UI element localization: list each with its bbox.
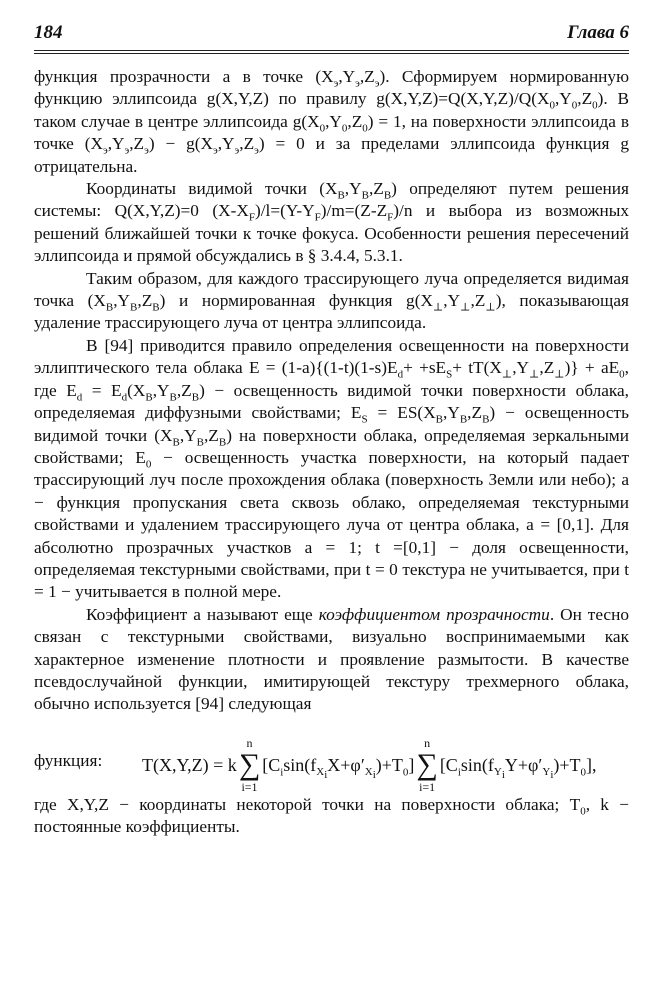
body-text <box>34 66 629 839</box>
formula-term-x: $[C_i\sin(f_{X_i}X+\varphi'_{X_i})+T_0]$ <box>262 754 415 782</box>
chapter-title: Глава 6 <box>567 22 629 43</box>
sigma-icon: ∑ <box>416 747 438 781</box>
formula-block <box>34 730 629 794</box>
closing-paragraph: где X,Y,Z − координаты некоторой точки на поверхности облака; $T_0$, k − постоянные коэффициенты. <box>34 794 629 837</box>
sigma-icon: ∑ <box>238 747 261 781</box>
texture-formula <box>142 736 597 794</box>
formula-term-y: $[C_i\sin(f_{Y_i}Y+\varphi'_{Y_i})+T_0]$, <box>439 754 597 782</box>
sum-symbol <box>416 736 437 794</box>
sum-lower-limit: i=1 <box>241 779 258 794</box>
paragraph: функция прозрачности а в точке $(X_э,Y_э,Z_э)$. Сформируем нормированную функцию эллипсоида g(X,Y,Z) по правилу $g(X,Y,Z)=Q(X,Y,Z)/Q(X_0,Y_0,Z_0)$. В таком случае в центре эллипсоида $g(X_0,Y_0,Z_0) = 1$, на поверхности эллипсоида в точке $(X_э,Y_э,Z_э) - g(X_э,Y_э,Z_э) = 0$ и за пределами эллипсоида функция g отрицательна. <box>34 67 630 176</box>
formula-lead: функция: <box>34 750 103 770</box>
paragraph: Координаты видимой точки $(X_B,Y_B,Z_B)$ определяют путем решения системы: Q(X,Y,Z)=0 $(X-X_F)/l=(Y-Y_F)/m=(Z-Z_F)/n$ и выбора из возможных решений ближайшей точки к точке фокуса. Особенности решения пересечений эллипсоида и прямой обсуждались в § 3.4.4, 5.3.1. <box>34 179 629 266</box>
sum-symbol <box>239 736 260 794</box>
running-header <box>34 22 629 48</box>
paragraph: Таким образом, для каждого трассирующего луча определяется видимая точка $(X_B,Y_B,Z_B)$ и нормированная функция $g(X_\perp,Y_\perp,Z_\perp)$, показывающая удаление трассирующего луча от центра эллипсоида. <box>34 268 629 333</box>
paragraph: Коэффициент а называют еще коэффициентом прозрачности. Он тесно связан с текстурными свойствами, визуально воспринимаемыми как характерное изменение плотности и проявление размытости. В качестве псевдослучайной функции, имитирующей текстуру трехмерного облака, обычно используется [94] следующая <box>34 604 629 714</box>
header-rule <box>34 50 629 54</box>
page-number: 184 <box>34 22 63 43</box>
sum-lower-limit: i=1 <box>419 779 436 794</box>
formula-lhs: T(X,Y,Z) = k <box>142 754 237 775</box>
sum-upper-limit: n <box>246 735 253 750</box>
sum-upper-limit: n <box>424 735 431 750</box>
paragraph: В [94] приводится правило определения освещенности на поверхности эллиптического тела облака $E = (1-a)\{(1-t)(1-s)E_d+ +sE_S+ tT(X_\perp,Y_\perp,Z_\perp)\} + aE_0$, где $E_d = E_d(X_B,Y_B,Z_B)$ − освещенность видимой точки поверхности облака, определяемая диффузными свойствами; $E_S = ES(X_B,Y_B,Z_B)$ − освещенность видимой точки $(X_B,Y_B,Z_B)$ на поверхности облака, определяемая зеркальными свойствами; $E_0$ − освещенность участка поверхности, на который падает трассирующий луч после прохождения облака (поверхность Земли или небо); а − функция пропускания света сквозь облако, определяемая текстурными свойствами и удалением трассирующего луча от центра облака, a = [0,1]. Для абсолютно прозрачных участков a = 1; t =[0,1] − доля освещенности, определяемая текстурными свойствами, при t = 0 текстура не учитывается, при t = 1 − учитывается в полной мере. <box>34 335 629 602</box>
